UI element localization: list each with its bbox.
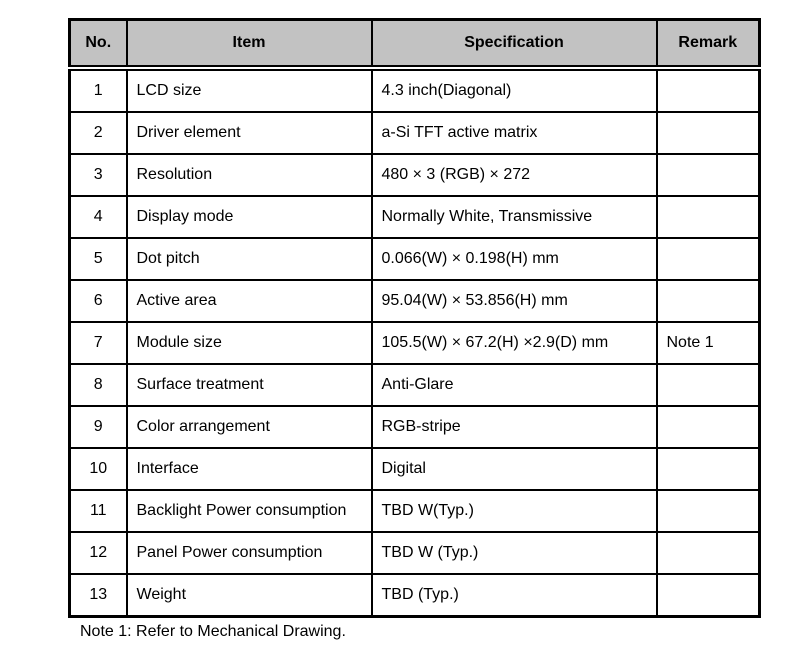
row-no-cell: 2	[70, 112, 127, 154]
table-row	[70, 574, 760, 617]
row-spec-cell: Normally White, Transmissive	[372, 196, 657, 238]
row-no-cell: 6	[70, 280, 127, 322]
row-no-cell: 11	[70, 490, 127, 532]
table-row	[70, 406, 760, 448]
row-item-cell: Color arrangement	[127, 406, 372, 448]
row-no-cell: 3	[70, 154, 127, 196]
row-item-cell: Interface	[127, 448, 372, 490]
row-no-cell: 8	[70, 364, 127, 406]
row-item-cell: Surface treatment	[127, 364, 372, 406]
row-item-cell: Active area	[127, 280, 372, 322]
row-remark-cell	[657, 154, 760, 196]
row-remark-cell	[657, 448, 760, 490]
spec-table	[68, 18, 761, 618]
row-spec-cell: TBD (Typ.)	[372, 574, 657, 617]
row-spec-cell: TBD W(Typ.)	[372, 490, 657, 532]
table-row	[70, 448, 760, 490]
table-row	[70, 322, 760, 364]
row-no-cell: 9	[70, 406, 127, 448]
row-no-cell: 13	[70, 574, 127, 617]
row-item-cell: Panel Power consumption	[127, 532, 372, 574]
row-remark-cell	[657, 406, 760, 448]
col-header-no: No.	[70, 20, 127, 69]
row-remark-cell	[657, 280, 760, 322]
row-remark-cell	[657, 112, 760, 154]
row-spec-cell: 0.066(W) × 0.198(H) mm	[372, 238, 657, 280]
row-remark-cell	[657, 532, 760, 574]
table-row	[70, 68, 760, 112]
row-spec-cell: RGB-stripe	[372, 406, 657, 448]
row-spec-cell: 4.3 inch(Diagonal)	[372, 68, 657, 112]
row-item-cell: Driver element	[127, 112, 372, 154]
row-remark-cell	[657, 196, 760, 238]
col-header-specification: Specification	[372, 20, 657, 69]
row-no-cell: 10	[70, 448, 127, 490]
header-row	[70, 20, 760, 69]
row-no-cell: 7	[70, 322, 127, 364]
row-item-cell: LCD size	[127, 68, 372, 112]
row-remark-cell	[657, 490, 760, 532]
row-item-cell: Weight	[127, 574, 372, 617]
row-spec-cell: 95.04(W) × 53.856(H) mm	[372, 280, 657, 322]
row-item-cell: Dot pitch	[127, 238, 372, 280]
row-remark-cell	[657, 364, 760, 406]
row-spec-cell: 105.5(W) × 67.2(H) ×2.9(D) mm	[372, 322, 657, 364]
footnote: Note 1: Refer to Mechanical Drawing.	[80, 623, 346, 640]
row-remark-cell	[657, 574, 760, 617]
table-row	[70, 280, 760, 322]
row-item-cell: Module size	[127, 322, 372, 364]
col-header-item: Item	[127, 20, 372, 69]
row-no-cell: 5	[70, 238, 127, 280]
col-header-remark: Remark	[657, 20, 760, 69]
table-row	[70, 490, 760, 532]
row-spec-cell: Anti-Glare	[372, 364, 657, 406]
row-no-cell: 12	[70, 532, 127, 574]
row-spec-cell: 480 × 3 (RGB) × 272	[372, 154, 657, 196]
row-spec-cell: TBD W (Typ.)	[372, 532, 657, 574]
table-row	[70, 112, 760, 154]
table-row	[70, 154, 760, 196]
table-row	[70, 532, 760, 574]
row-item-cell: Display mode	[127, 196, 372, 238]
row-remark-cell	[657, 238, 760, 280]
spec-table-body	[70, 68, 760, 617]
row-no-cell: 1	[70, 68, 127, 112]
row-spec-cell: a-Si TFT active matrix	[372, 112, 657, 154]
table-row	[70, 238, 760, 280]
table-row	[70, 364, 760, 406]
row-remark-cell: Note 1	[657, 322, 760, 364]
table-row	[70, 196, 760, 238]
row-item-cell: Resolution	[127, 154, 372, 196]
row-no-cell: 4	[70, 196, 127, 238]
row-spec-cell: Digital	[372, 448, 657, 490]
row-item-cell: Backlight Power consumption	[127, 490, 372, 532]
row-remark-cell	[657, 68, 760, 112]
spec-table-section	[68, 18, 758, 641]
